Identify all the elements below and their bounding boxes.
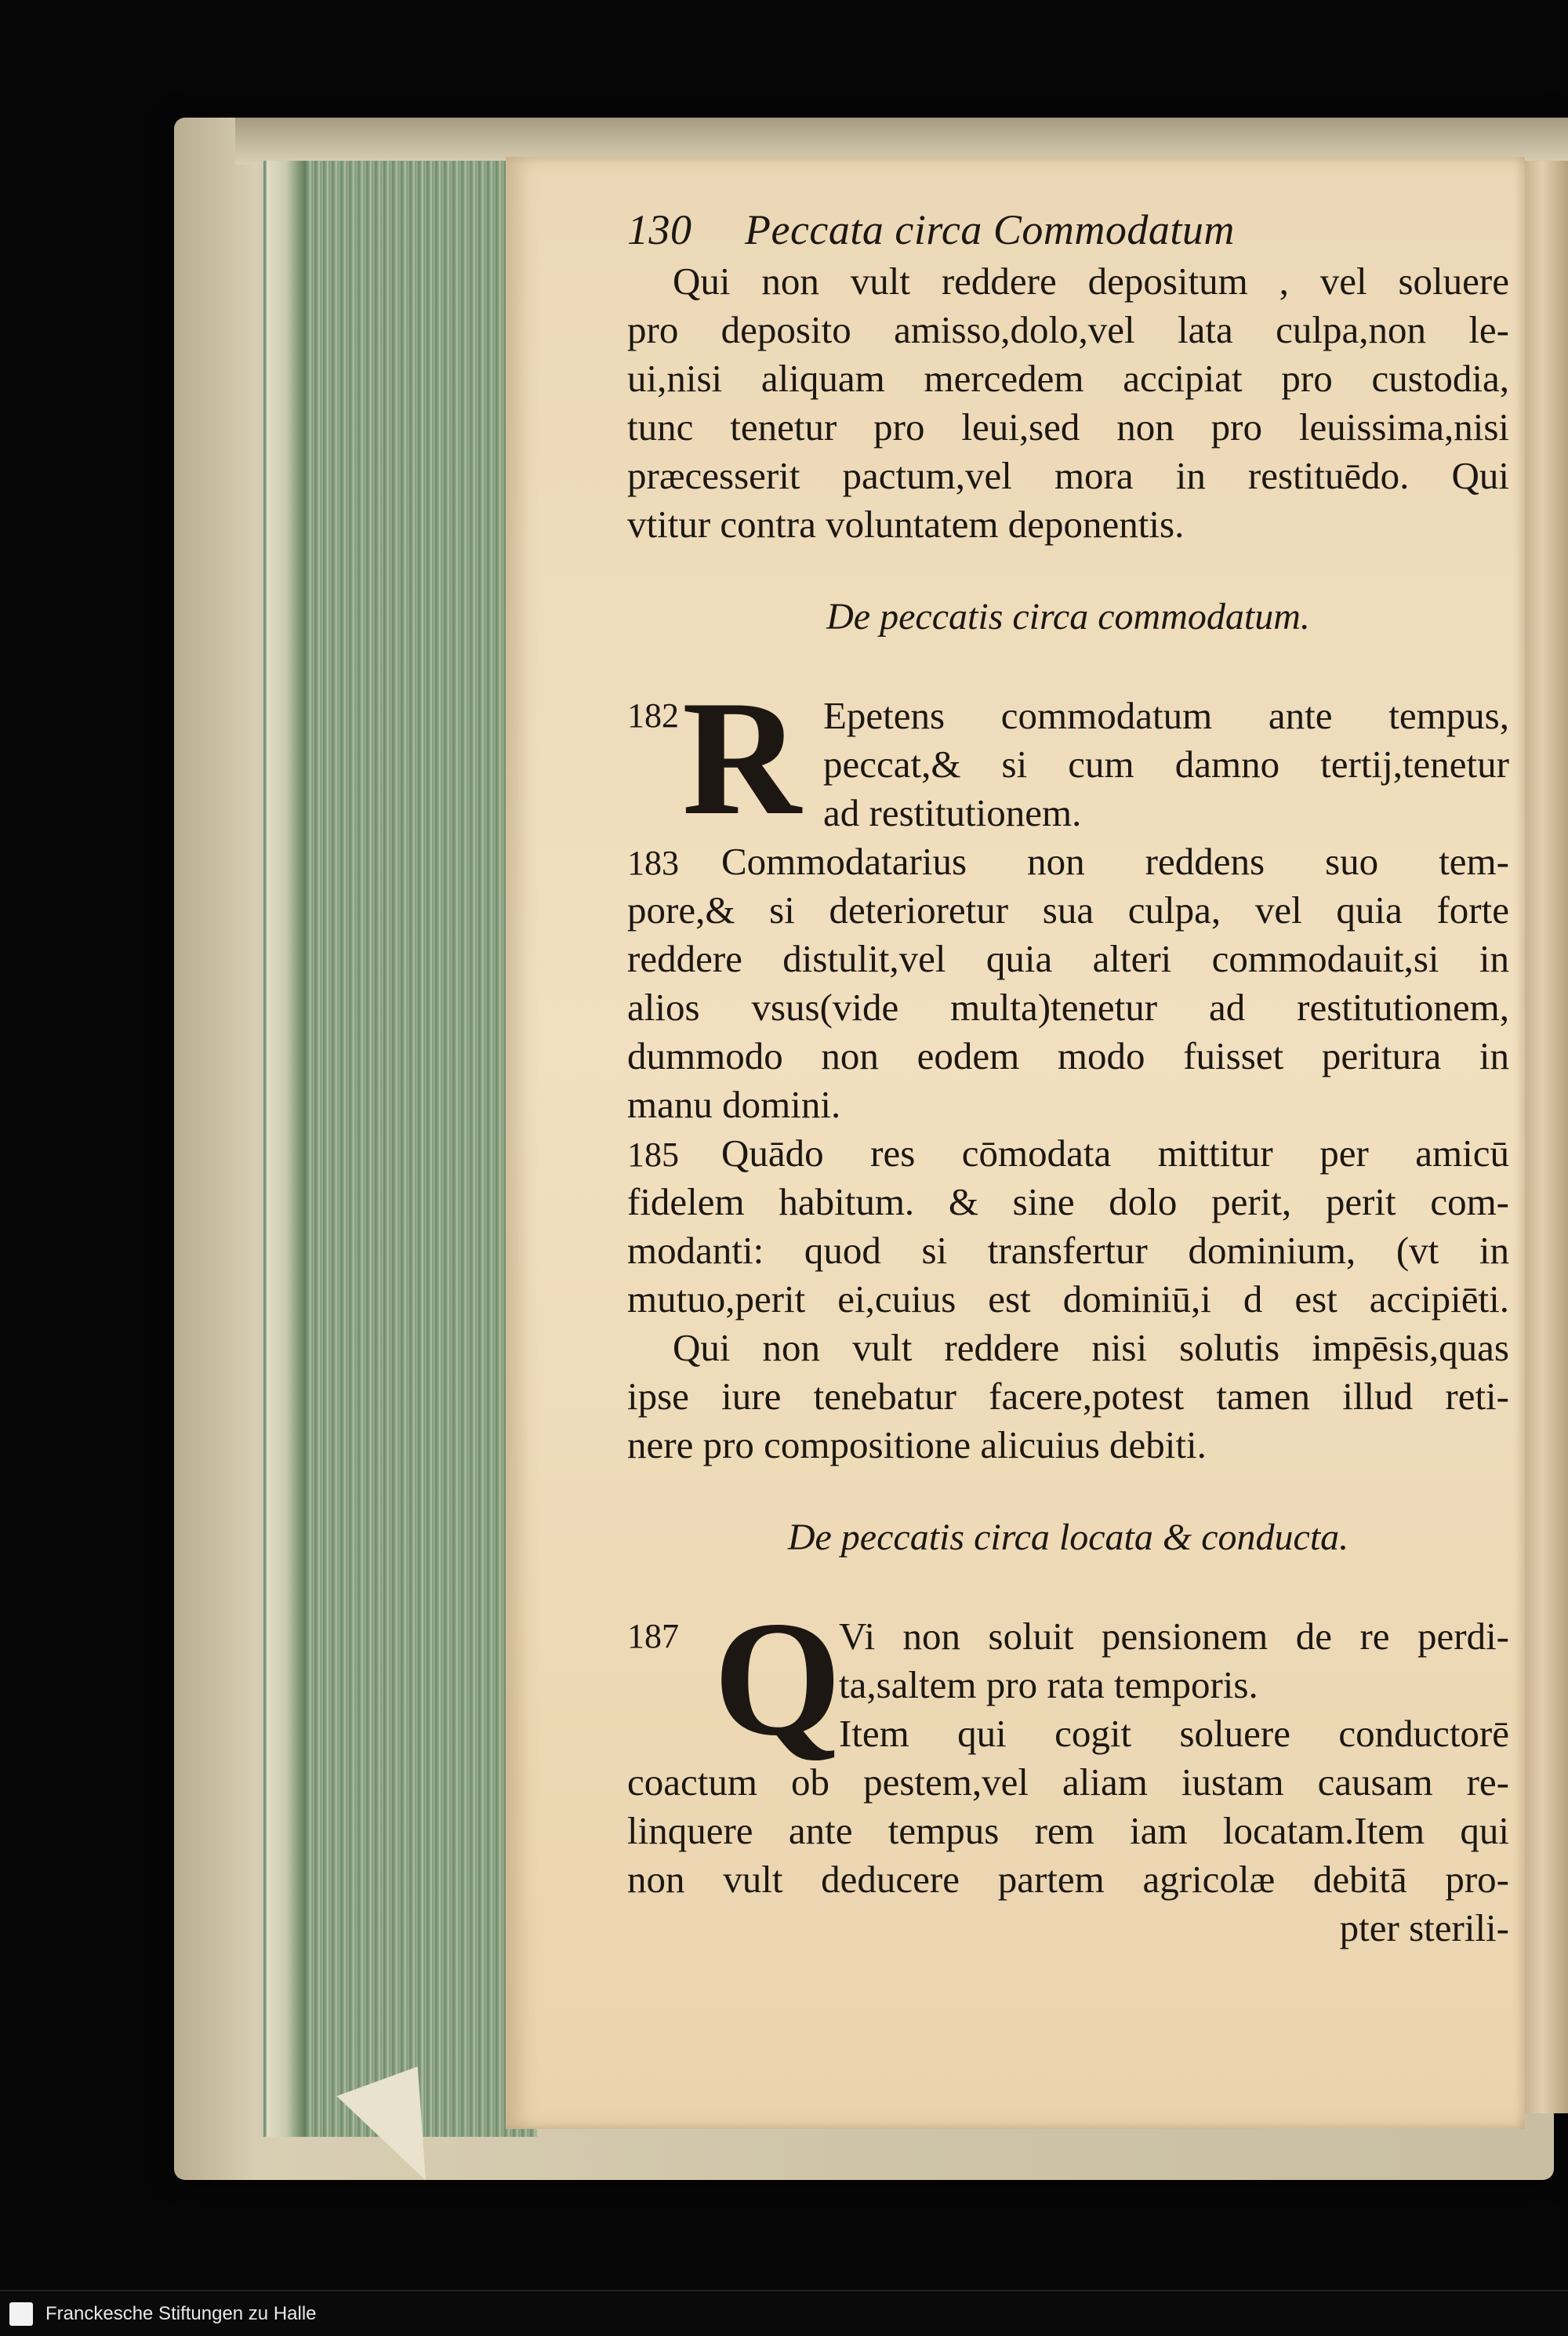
text-line: Epetens commodatum ante tempus,: [823, 694, 1509, 737]
text-line: tunc tenetur pro leui,sed non pro leuissima,nisi: [627, 405, 1509, 449]
item-187: [627, 1588, 1509, 1770]
page-number: 130: [627, 206, 692, 253]
text-line: peccat,& si cum damno tertij,tenetur: [823, 743, 1509, 786]
text-line: modanti: quod si transfertur dominium, (vt in: [627, 1229, 1509, 1272]
drop-cap: R: [682, 667, 801, 849]
text-line: Qui non vult reddere depositum , vel soluere: [673, 260, 1509, 303]
page-text: [627, 205, 1509, 1953]
item-qui-non-vult: [627, 1324, 1509, 1470]
text-line: manu domini.: [627, 1083, 841, 1126]
text-line: ipse iure tenebatur facere,potest tamen illud reti-: [627, 1375, 1509, 1418]
item-number: 182: [627, 696, 679, 735]
item-number: 187: [627, 1617, 679, 1655]
text-line: ui,nisi aliquam mercedem accipiat pro custodia,: [627, 357, 1509, 400]
text-line: Quādo res cōmodata mittitur per amicū: [721, 1132, 1509, 1175]
text-line: reddere distulit,vel quia alteri commodauit,si in: [627, 937, 1509, 980]
text-line: alios vsus(vide multa)tenetur ad restitutionem,: [627, 986, 1509, 1029]
paragraph-deposit: [627, 257, 1509, 549]
page-stack-highlight: [267, 161, 306, 2137]
text-line: fidelem habitum. & sine dolo perit, perit com-: [627, 1180, 1509, 1223]
text-line: non vult deducere partem agricolæ debitā pro-: [627, 1858, 1509, 1901]
text-line-catchword: pter sterili-: [1339, 1906, 1509, 1949]
running-head: [627, 205, 1509, 257]
facing-page-edge: [1525, 161, 1568, 2113]
drop-cap: Q: [713, 1588, 842, 1770]
item-185: [627, 1129, 1509, 1324]
text-line: Vi non soluit pensionem de re perdi-: [839, 1615, 1509, 1658]
section-heading-commodatum: De peccatis circa commodatum.: [826, 596, 1310, 638]
text-line: ta,saltem pro rata temporis.: [839, 1663, 1258, 1706]
text-line: nere pro compositione alicuius debiti.: [627, 1423, 1207, 1466]
text-line: pro deposito amisso,dolo,vel lata culpa,non le-: [627, 308, 1509, 351]
section-heading-locata: De peccatis circa locata & conducta.: [787, 1517, 1349, 1558]
item-number: 185: [627, 1135, 679, 1174]
text-line: ad restitutionem.: [823, 791, 1082, 834]
footer-attribution: Franckesche Stiftungen zu Halle: [45, 2303, 317, 2324]
text-line: dummodo non eodem modo fuisset peritura in: [627, 1034, 1509, 1077]
item-182: [627, 667, 1509, 849]
running-head-title: Peccata circa Commodatum: [745, 206, 1235, 253]
item-number: 183: [627, 844, 679, 882]
text-line: pore,& si deterioretur sua culpa, vel quia forte: [627, 888, 1509, 932]
text-line: linquere ante tempus rem iam locatam.Item qui: [627, 1809, 1509, 1852]
item-187-continuation: [627, 1758, 1509, 1953]
text-line: mutuo,perit ei,cuius est dominiū,i d est accipiēti.: [627, 1277, 1509, 1321]
item-183: [627, 837, 1509, 1129]
text-line: præcesserit pactum,vel mora in restituēdo. Qui: [627, 454, 1509, 497]
text-line: Commodatarius non reddens suo tem-: [721, 840, 1509, 883]
text-line: coactum ob pestem,vel aliam iustam causam re-: [627, 1760, 1509, 1804]
text-line: Qui non vult reddere nisi solutis impēsis,quas: [673, 1326, 1509, 1369]
institution-logo-icon: [9, 2302, 33, 2326]
text-line: Item qui cogit soluere conductorē: [839, 1712, 1509, 1755]
text-line: vtitur contra voluntatem deponentis.: [627, 503, 1185, 546]
